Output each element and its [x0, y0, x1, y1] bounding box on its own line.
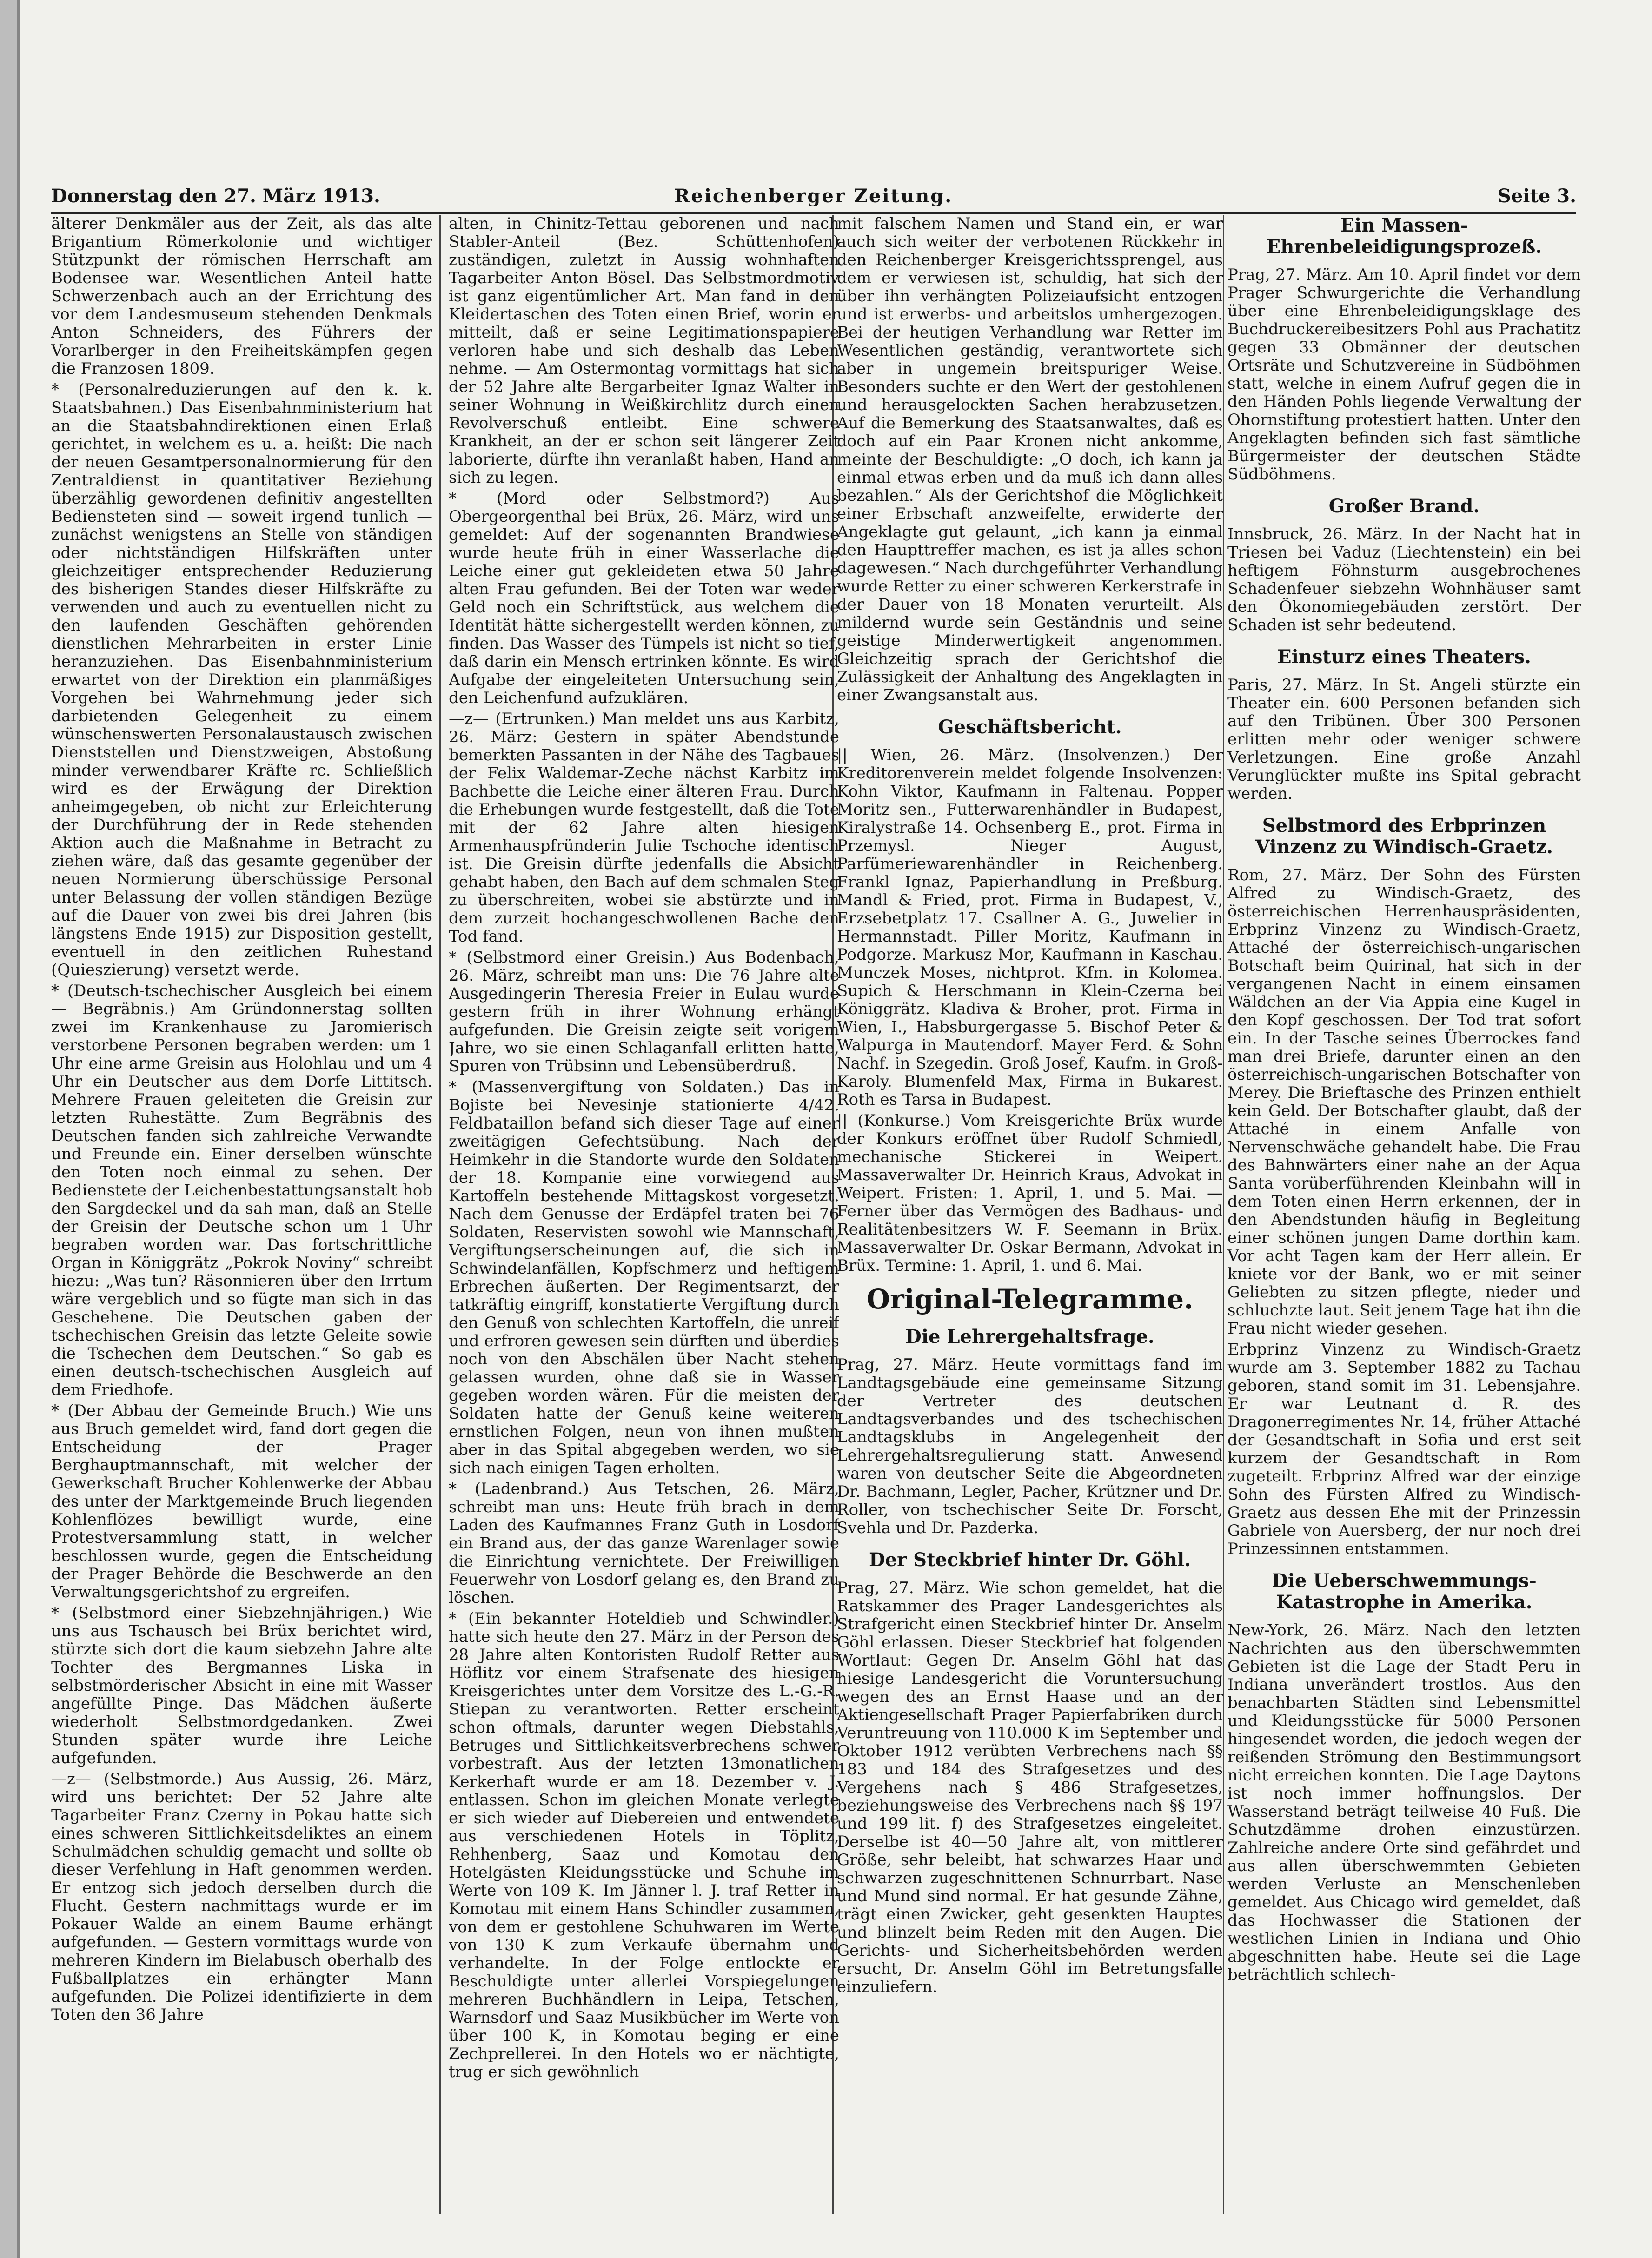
- header-rule: [51, 212, 1576, 214]
- article-paragraph: * (Selbstmord einer Siebzehnjährigen.) Wie uns aus Tschausch bei Brüx berichtet wird, stürzte sich dort die kaum siebzehn Jahre alte Tochter des Bergmannes Liska in selbstmörderischer Absicht in eine mit Wasser angefüllte Pinge. Das Mädchen äußerte wiederholt Selbstmordgedanken. Zwei Stunden später wurde ihre Leiche aufgefunden.: [51, 1604, 432, 1767]
- article-paragraph: * (Ein bekannter Hoteldieb und Schwindler.) hatte sich heute den 27. März in der Person des 28 Jahre alten Kontoristen Rudolf Retter aus Höflitz vor einem Strafsenate des hiesigen Kreisgerichtes unter dem Vorsitze des L.-G.-R. Stiepan zu verantworten. Retter erscheint schon oftmals, darunter wegen Diebstahls, Betruges und Sittlichkeitsverbrechens schwer vorbestraft. Aus der letzten 13monatlichen Kerkerhaft wurde er am 18. Dezember v. J. entlassen. Schon im gleichen Monate verlegte er sich wieder auf Diebereien und entwendete aus verschiedenen Hotels in Töplitz, Rehhenberg, Saaz und Komotau den Hotelgästen Kleidungsstücke und Schuhe im Werte von 109 K. Im Jänner l. J. traf Retter in Komotau mit einem Hans Schindler zusammen, von dem er gestohlene Schuhwaren im Werte von 130 K zum Verkaufe übernahm und verhandelte. In der Folge entlockte er Beschuldigte unter allerlei Vorspiegelungen mehreren Buchhändlern in Leipa, Tetschen, Warnsdorf und Saaz Musikbücher im Werte von über 100 K, in Komotau beging er eine Zechprellerei. In den Hotels wo er nächtigte, trug er sich gewöhnlich: [449, 1609, 839, 2081]
- article-paragraph: * (Massenvergiftung von Soldaten.) Das in Bojiste bei Nevesinje stationierte 4/42. Feldbataillon befand sich dieser Tage auf einer zweitägigen Gefechtsübung. Nach der Heimkehr in die Standorte wurde den Soldaten der 18. Kompanie eine vorwiegend aus Kartoffeln bestehende Mittagskost vorgesetzt. Nach dem Genusse der Erdäpfel traten bei 76 Soldaten, Reservisten sowohl wie Mannschaft, Vergiftungserscheinungen auf, die sich in Schwindelanfällen, Kopfschmerz und heftigem Erbrechen äußerten. Der Regimentsarzt, der tatkräftig eingriff, konstatierte Vergiftung durch den Genuß von schlechten Kartoffeln, die unreif und erfroren gewesen sein dürften und überdies noch von den Abschälen über Nacht stehen gelassen wurden, ohne daß sie in Wasser gegeben worden wären. Für die meisten der Soldaten hatte der Genuß keine weiteren ernstlichen Folgen, neun von ihnen mußten aber in das Spital abgegeben werden, wo sie sich nach einigen Tagen erholten.: [449, 1078, 839, 1477]
- article-paragraph: * (Personalreduzierungen auf den k. k. Staatsbahnen.) Das Eisenbahnministerium hat an die Staatsbahndirektionen einen Erlaß gerichtet, in welchem es u. a. heißt: Die nach der neuen Gesamtpersonalnormierung für den Zentraldienst in quantitativer Beziehung überzählig gewordenen definitiv angestellten Bediensteten sind — soweit irgend tunlich — zunächst wenigstens an Stelle von ständigen oder nichtständigen Hilfskräften unter gleichzeitiger entsprechender Reduzierung des bisherigen Standes dieser Hilfskräfte zu verwenden und auch zu eventuellen nicht zu den laufenden Geschäften gehörenden dienstlichen Mehrarbeiten in erster Linie heranzuziehen. Das Eisenbahnministerium erwartet von der Direktion ein planmäßiges Vorgehen bei Wahrnehmung jeder sich darbietenden Gelegenheit zu einem wünschenswerten Personalaustausch zwischen Dienststellen und Dienstzweigen, Abstoßung minder verwendbarer Kräfte rc. Schließlich wird es der Erwägung der Direktion anheimgegeben, ob nicht zur Erleichterung der Durchführung der in Rede stehenden Aktion auch die Maßnahme in Betracht zu ziehen wäre, daß das gesamte gegenüber der neuen Normierung überschüssige Personal unter Belassung der vollen ständigen Bezüge auf die Dauer von zwei bis drei Jahren (bis längstens Ende 1915) zur Disposition gestellt, eventuell in den zeitlichen Ruhestand (Quieszierung) versetzt werde.: [51, 380, 432, 979]
- article-paragraph: Prag, 27. März. Am 10. April findet vor dem Prager Schwurgerichte die Verhandlung über eine Ehrenbeleidigungsklage des Buchdruckereibesitzers Pohl aus Prachatitz gegen 33 Obmänner der deutschen Ortsräte und Schutzvereine in Südböhmen statt, welche in einem Aufruf gegen die in den Händen Pohls liegende Verwaltung der Ohornstiftung protestiert hatten. Unter den Angeklagten befinden sich fast sämtliche Bürgermeister der deutschen Städte Südböhmens.: [1227, 266, 1581, 484]
- article-paragraph: * (Der Abbau der Gemeinde Bruch.) Wie uns aus Bruch gemeldet wird, fand dort gegen die Entscheidung der Prager Berghauptmannschaft, mit welcher der Gewerkschaft Brucher Kohlenwerke der Abbau des unter der Marktgemeinde Bruch liegenden Kohlenflözes bewilligt wurde, eine Protestversammlung statt, in welcher beschlossen wurde, gegen die Entscheidung der Prager Behörde die Beschwerde an den Verwaltungsgerichtshof zu ergreifen.: [51, 1401, 432, 1601]
- article-paragraph: —z— (Selbstmorde.) Aus Aussig, 26. März, wird uns berichtet: Der 52 Jahre alte Tagarbeiter Franz Czerny in Pokau hatte sich eines schweren Sittlichkeitsdeliktes an einem Schulmädchen schuldig gemacht und sollte ob dieser Verfehlung in Haft genommen werden. Er entzog sich jedoch derselben durch die Flucht. Gestern nachmittags wurde er im Pokauer Walde an einem Baume erhängt aufgefunden. — Gestern vormittags wurde von mehreren Kindern im Bielabusch oberhalb des Fußballplatzes ein erhängter Mann aufgefunden. Die Polizei identifizierte in dem Toten den 36 Jahre: [51, 1770, 432, 2024]
- article-paragraph: Paris, 27. März. In St. Angeli stürzte ein Theater ein. 600 Personen befanden sich auf den Tribünen. Über 300 Personen erlitten mehr oder weniger schwere Verletzungen. Eine große Anzahl Verunglückter mußte ins Spital gebracht werden.: [1227, 676, 1581, 803]
- article-headline: Großer Brand.: [1328, 495, 1480, 517]
- article-headline: Der Steckbrief hinter Dr. Göhl.: [869, 1549, 1191, 1571]
- article-paragraph: älterer Denkmäler aus der Zeit, als das alte Brigantium Römerkolonie und wichtiger Stützpunkt der römischen Herrschaft am Bodensee war. Wesentlichen Anteil hatte Schwerzenbach auch an der Errichtung des vor dem Landesmuseum stehenden Denkmals Anton Schneiders, des Führers der Vorarlberger in den Freiheitskämpfen gegen die Franzosen 1809.: [51, 215, 432, 378]
- article-paragraph: * (Ladenbrand.) Aus Tetschen, 26. März, schreibt man uns: Heute früh brach in dem Laden des Kaufmannes Franz Guth in Losdorf ein Brand aus, der das ganze Warenlager sowie die Einrichtung vernichtete. Der Freiwilligen Feuerwehr von Losdorf gelang es, den Brand zu löschen.: [449, 1480, 839, 1607]
- scan-margin-edge: [17, 0, 20, 2258]
- column-2: [449, 215, 839, 2242]
- page-number: Seite 3.: [1497, 185, 1576, 207]
- article-paragraph: * (Mord oder Selbstmord?) Aus Obergeorgenthal bei Brüx, 26. März, wird uns gemeldet: Auf der sogenannten Brandwiese wurde heute früh in einer Wasserlache die Leiche einer gut gekleideten etwa 50 Jahre alten Frau gefunden. Bei der Toten war weder Geld noch ein Schriftstück, aus welchem die Identität hätte sichergestellt werden können, zu finden. Das Wasser des Tümpels ist nicht so tief, daß darin ein Mensch ertrinken könnte. Es wird Aufgabe der eingeleiteten Untersuchung sein, den Leichenfund aufzuklären.: [449, 489, 839, 707]
- article-paragraph: Rom, 27. März. Der Sohn des Fürsten Alfred zu Windisch-Graetz, des österreichischen Herrenhauspräsidenten, Erbprinz Vinzenz zu Windisch-Graetz, Attaché der österreichisch-ungarischen Botschaft beim Quirinal, hat sich in der vergangenen Nacht in einem einsamen Wäldchen an der Via Appia eine Kugel in den Kopf geschossen. Der Tod trat sofort ein. In der Tasche seines Überrockes fand man drei Briefe, darunter einen an den österreichisch-ungarischen Botschafter von Merey. Die Brieftasche des Prinzen enthielt kein Geld. Der Botschafter glaubt, daß der Attaché in einem Anfalle von Nervenschwäche gehandelt habe. Die Frau des Bahnwärters einer nahe an der Aqua Santa vorüberführenden Kleinbahn will in dem Toten einen Herrn erkennen, der in den Abendstunden häufig in Begleitung einer schönen jungen Dame dorthin kam. Vor acht Tagen kam der Herr allein. Er kniete vor der Bank, wo er mit seiner Geliebten zu sitzen pflegte, nieder und schluchzte laut. Seit jenem Tage hat ihn die Frau nicht wieder gesehen.: [1227, 866, 1581, 1338]
- article-paragraph: New-York, 26. März. Nach den letzten Nachrichten aus den überschwemmten Gebieten ist die Lage der Stadt Peru in Indiana unverändert trostlos. Aus den benachbarten Städten sind Lebensmittel und Kleidungsstücke für 5000 Personen hingesendet worden, die jedoch wegen der reißenden Strömung den Bestimmungsort nicht erreichen konnten. Die Lage Daytons ist noch immer hoffnungslos. Der Wasserstand beträgt teilweise 40 Fuß. Die Schutzdämme drohen einzustürzen. Zahlreiche andere Orte sind gefährdet und aus allen überschwemmten Gebieten werden Verluste an Menschenleben gemeldet. Aus Chicago wird gemeldet, daß das Hochwasser die Stationen der westlichen Linien in Indiana und Ohio abgeschnitten habe. Heute sei die Lage beträchtlich schlech-: [1227, 1621, 1581, 1984]
- column-rule: [439, 215, 441, 2214]
- article-paragraph: * (Deutsch-tschechischer Ausgleich bei einem — Begräbnis.) Am Gründonnerstag sollten zwei im Krankenhause zu Jaromierisch verstorbene Personen begraben werden: um 1 Uhr eine arme Greisin aus Holohlau und um 4 Uhr ein Deutscher aus dem Dorfe Littitsch. Mehrere Frauen geleiteten die Greisin zur letzten Ruhestätte. Zum Begräbnis des Deutschen fanden sich zahlreiche Verwandte und Freunde ein. Einer derselben wünschte den Toten noch einmal zu sehen. Der Bedienstete der Leichenbestattungsanstalt hob den Sargdeckel und da sah man, daß an Stelle der Greisin der Deutsche schon um 1 Uhr begraben worden war. Das fortschrittliche Organ in Königgrätz „Pokrok Noviny“ schreibt hiezu: „Was tun? Räsonnieren über den Irrtum wäre vergeblich und so fügte man sich in das Geschehene. Die Deutschen gaben der tschechischen Greisin das letzte Geleite sowie die Tschechen dem Deutschen.“ So gab es einen deutsch-tschechischen Ausgleich auf dem Friedhofe.: [51, 982, 432, 1399]
- article-headline: Selbstmord des Erbprinzen Vinzenz zu Windisch-Graetz.: [1255, 815, 1553, 858]
- insolvency-list: || Wien, 26. März. (Insolvenzen.) Der Kreditorenverein meldet folgende Insolvenzen: Kohn Viktor, Kaufmann in Faltenau. Popper Moritz sen., Futterwarenhändler in Budapest, Kiralystraße 14. Ochsenberg E., prot. Firma in Przemysl. Nieger August, Parfümeriewarenhändler in Reichenberg. Frankl Ignaz, Papierhandlung in Preßburg. Mandl & Fried, prot. Firma in Budapest, V., Erzsebetplatz 17. Csallner A. G., Juwelier in Hermannstadt. Piller Moritz, Kaufmann in Podgorze. Markusz Mor, Kaufmann in Kaschau. Munczek Moses, nichtprot. Kfm. in Kolomea. Supich & Herschmann in Klein-Czerna bei Königgrätz. Kladiva & Broher, prot. Firma in Wien, I., Habsburgergasse 5. Bischof Peter & Walpurga in Mautendorf. Mayer Ferd. & Sohn Nachf. in Szegedin. Groß Josef, Kaufm. in Groß-Karoly. Blumenfeld Max, Firma in Bukarest. Roth es Tarsa in Budapest.: [837, 746, 1223, 1109]
- article-paragraph: Prag, 27. März. Wie schon gemeldet, hat die Ratskammer des Prager Landesgerichtes als Strafgericht einen Steckbrief hinter Dr. Anselm Göhl erlassen. Dieser Steckbrief hat folgenden Wortlaut: Gegen Dr. Anselm Göhl hat das hiesige Landesgericht die Voruntersuchung wegen des an Ernst Haase und an der Aktiengesellschaft Prager Papierfabriken durch Veruntreuung von 110.000 K im September und Oktober 1912 verübten Verbrechens nach §§ 183 und 184 des Strafgesetzes und des Vergehens nach § 486 Strafgesetzes, beziehungsweise des Verbrechens nach §§ 197 und 199 lit. f) des Strafgesetzes eingeleitet. Derselbe ist 40—50 Jahre alt, von mittlerer Größe, sehr beleibt, hat schwarzes Haar und schwarzen zugeschnittenen Schnurrbart. Nase und Mund sind normal. Er hat gesunde Zähne, trägt einen Zwicker, geht gesenkten Hauptes und blinzelt beim Reden mit den Augen. Die Gerichts- und Sicherheitsbehörden werden ersucht, Dr. Anselm Göhl im Betretungsfalle einzuliefern.: [837, 1579, 1223, 1996]
- article-paragraph: * (Selbstmord einer Greisin.) Aus Bodenbach, 26. März, schreibt man uns: Die 76 Jahre alte Ausgedingerin Theresia Freier in Eulau wurde gestern früh in ihrer Wohnung erhängt aufgefunden. Die Greisin zeigte seit vorigem Jahre, wo sie einen Schlaganfall erlitten hatte, Spuren von Trübsinn und Lebensüberdruß.: [449, 948, 839, 1076]
- article-paragraph: || (Konkurse.) Vom Kreisgerichte Brüx wurde der Konkurs eröffnet über Rudolf Schmiedl, mechanische Stickerei in Weipert. Massaverwalter Dr. Heinrich Kraus, Advokat in Weipert. Fristen: 1. April, 1. und 5. Mai. — Ferner über das Vermögen des Badhaus- und Realitätenbesitzers W. F. Seemann in Brüx. Massaverwalter Dr. Oskar Bermann, Advokat in Brüx. Termine: 1. April, 1. und 6. Mai.: [837, 1111, 1223, 1275]
- article-headline: Ein Massen-Ehrenbeleidigungsprozeß.: [1266, 215, 1542, 258]
- article-headline: Die Lehrergehaltsfrage.: [905, 1326, 1154, 1348]
- telegram-section-heading: Original-Telegramme.: [866, 1283, 1194, 1315]
- scan-margin: [0, 0, 17, 2258]
- column-4: [1227, 215, 1581, 2242]
- article-paragraph: —z— (Ertrunken.) Man meldet uns aus Karbitz, 26. März: Gestern in später Abendstunde bemerkten Passanten in der Nähe des Tagbaues der Felix Waldemar-Zeche nächst Karbitz im Bachbette die Leiche einer älteren Frau. Durch die Erhebungen wurde festgestellt, daß die Tote mit der 62 Jahre alten hiesigen Armenhauspfründerin Julie Tschoche identisch ist. Die Greisin dürfte jedenfalls die Absicht gehabt haben, den Bach auf dem schmalen Steg zu überschreiten, wobei sie abstürzte und in dem zurzeit hochangeschwollenen Bache den Tod fand.: [449, 710, 839, 946]
- article-paragraph: mit falschem Namen und Stand ein, er war auch sich weiter der verbotenen Rückkehr in den Reichenberger Kreisgerichtssprengel, aus dem er verwiesen ist, schuldig, hat sich der über ihn verhängten Polizeiaufsicht entzogen und ist erwerbs- und arbeitslos umhergezogen. Bei der heutigen Verhandlung war Retter im Wesentlichen geständig, verantwortete sich aber in ungemein breitspuriger Weise. Besonders suchte er den Wert der gestohlenen und herausgelockten Sachen herabzusetzen. Auf die Bemerkung des Staatsanwaltes, daß es doch auf ein Paar Kronen nicht ankomme, meinte der Beschuldigte: „O doch, ich kann ja einmal etwas erben und da muß ich dann alles bezahlen.“ Als der Gerichtshof die Möglichkeit einer Erbschaft anzweifelte, erwiderte der Angeklagte gut gelaunt, „ich kann ja einmal den Haupttreffer machen, es ist ja alles schon dagewesen.“ Nach durchgeführter Verhandlung wurde Retter zu einer schweren Kerkerstrafe in der Dauer von 18 Monaten verurteilt. Als mildernd wurde sein Geständnis und seine geistige Minderwertigkeit angenommen. Gleichzeitig sprach der Gerichtshof die Zulässigkeit der Anhaltung des Angeklagten in einer Zwangsanstalt aus.: [837, 215, 1223, 704]
- article-headline: Die Ueberschwemmungs-Katastrophe in Amerika.: [1272, 1570, 1537, 1613]
- article-paragraph: Erbprinz Vinzenz zu Windisch-Graetz wurde am 3. September 1882 zu Tachau geboren, stand somit im 31. Lebensjahre. Er war Leutnant d. R. des Dragonerregimentes Nr. 14, früher Attaché der Gesandtschaft in Sofia und erst seit kurzem der Gesandtschaft in Rom zugeteilt. Erbprinz Alfred war der einzige Sohn des Fürsten Alfred zu Windisch-Graetz aus dessen Ehe mit der Prinzessin Gabriele von Auersberg, der nur noch drei Prinzessinnen entstammen.: [1227, 1340, 1581, 1558]
- article-paragraph: alten, in Chinitz-Tettau geborenen und nach Stabler-Anteil (Bez. Schüttenhofen) zuständigen, zuletzt in Aussig wohnhaften Tagarbeiter Anton Bösel. Das Selbstmordmotiv ist ganz eigentümlicher Art. Man fand in den Kleidertaschen des Toten einen Brief, worin er mitteilt, daß er seine Legitimationspapiere verloren habe und sich deshalb das Leben nehme. — Am Ostermontag vormittags hat sich der 52 Jahre alte Bergarbeiter Ignaz Walter in seiner Wohnung in Weißkirchlitz durch einen Revolverschuß entleibt. Eine schwere Krankheit, an der er schon seit längerer Zeit laborierte, dürfte ihn veranlaßt haben, Hand an sich zu legen.: [449, 215, 839, 487]
- column-1: [51, 215, 432, 2242]
- article-paragraph: Prag, 27. März. Heute vormittags fand im Landtagsgebäude eine gemeinsame Sitzung der Vertreter des deutschen Landtagsverbandes und des tschechischen Landtagsklubs in Angelegenheit der Lehrergehaltsregulierung statt. Anwesend waren von deutscher Seite die Abgeordneten Dr. Bachmann, Legler, Pacher, Krützner und Dr. Roller, von tschechischer Seite Dr. Forscht, Svehla und Dr. Pazderka.: [837, 1355, 1223, 1537]
- masthead: [51, 185, 1576, 211]
- article-paragraph: Innsbruck, 26. März. In der Nacht hat in Triesen bei Vaduz (Liechtenstein) ein bei heftigem Föhnsturm ausgebrochenes Schadenfeuer siebzehn Wohnhäuser samt den Ökonomiegebäuden zerstört. Der Schaden ist sehr bedeutend.: [1227, 525, 1581, 634]
- issue-date: Donnerstag den 27. März 1913.: [51, 185, 380, 207]
- column-rule: [1223, 215, 1224, 2214]
- article-headline: Einsturz eines Theaters.: [1277, 646, 1531, 668]
- column-3: [837, 215, 1223, 2242]
- newspaper-title: Reichenberger Zeitung.: [674, 185, 953, 207]
- section-heading: Geschäftsbericht.: [938, 716, 1122, 738]
